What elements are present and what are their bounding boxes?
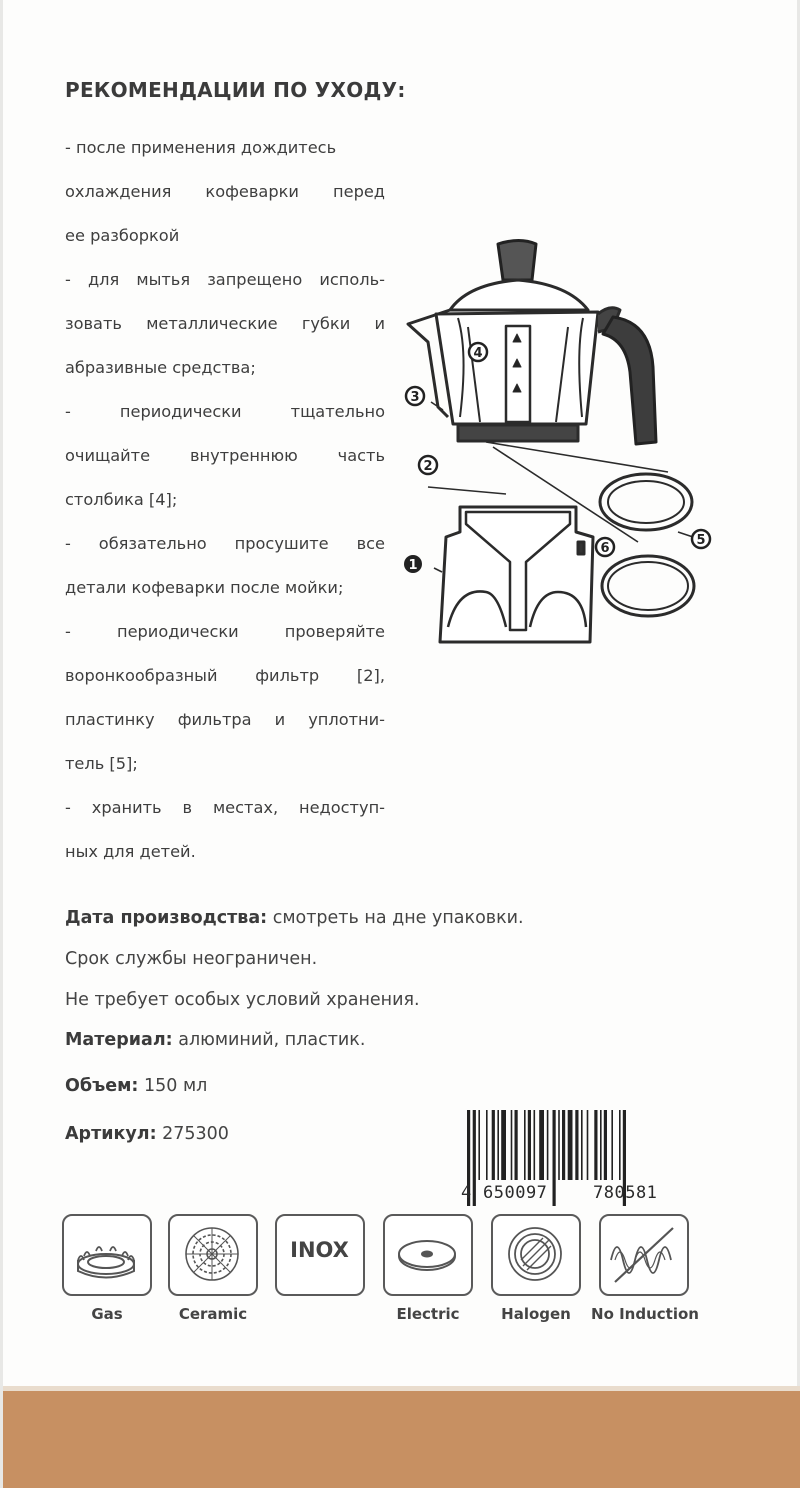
care-line: зовать металлические губки и (65, 314, 385, 333)
material-line (65, 1030, 365, 1050)
inox-text: INOX (290, 1238, 349, 1262)
no-induction-label: No Induction (591, 1305, 699, 1323)
article-value: 275300 (156, 1124, 229, 1144)
inox-icon (275, 1214, 365, 1296)
moka-pot-diagram (398, 232, 718, 662)
care-line: очищайте внутреннюю часть (65, 446, 385, 465)
care-line: абразивные средства; (65, 358, 256, 377)
diagram-label-3: 3 (410, 390, 420, 405)
material-label: Материал: (65, 1030, 173, 1050)
article-label: Артикул: (65, 1124, 157, 1144)
care-line (65, 390, 385, 434)
barcode-first-digit: 4 (461, 1183, 472, 1203)
stove-compatibility (3, 1214, 800, 1334)
care-line: - для мытья запрещено исполь- (65, 270, 385, 289)
care-instructions (65, 126, 385, 874)
care-line: столбика [4]; (65, 490, 178, 509)
article-line (65, 1124, 229, 1144)
production-date-line (65, 908, 524, 928)
volume-label: Объем: (65, 1076, 139, 1096)
care-line: - периодически проверяйте (65, 622, 385, 641)
care-heading: РЕКОМЕНДАЦИИ ПО УХОДУ: (65, 78, 406, 102)
care-line: воронкообразный фильтр [2], (65, 666, 385, 685)
barcode-right-group: 780581 (593, 1183, 658, 1203)
care-line: пластинку фильтра и уплотни- (65, 710, 385, 729)
diagram-label-2: 2 (423, 459, 433, 474)
care-line-text: - периодически тщательно (65, 402, 385, 421)
care-line: охлаждения кофеварки перед (65, 182, 385, 201)
production-date-value: смотреть на дне упаковки. (267, 908, 524, 928)
gas-label: Gas (91, 1305, 123, 1323)
bottom-color-band (3, 1391, 800, 1488)
halogen-label: Halogen (501, 1305, 571, 1323)
barcode-left-group: 650097 (483, 1183, 548, 1203)
diagram-label-6: 6 (600, 541, 610, 556)
electric-label: Electric (396, 1305, 460, 1323)
care-line: ных для детей. (65, 842, 196, 861)
service-life-line: Срок службы неограничен. (65, 949, 318, 969)
material-value: алюминий, пластик. (172, 1030, 366, 1050)
volume-line (65, 1076, 207, 1096)
care-line: детали кофеварки после мойки; (65, 578, 344, 597)
volume-value: 150 мл (138, 1076, 208, 1096)
electric-plate-icon (383, 1214, 473, 1296)
storage-line: Не требует особых условий хранения. (65, 990, 420, 1010)
halogen-hob-icon (491, 1214, 581, 1296)
care-line: ее разборкой (65, 226, 180, 245)
care-line: тель [5]; (65, 754, 138, 773)
diagram-label-5: 5 (696, 533, 706, 548)
diagram-label-1: 1 (408, 558, 418, 573)
diagram-label-4: 4 (473, 346, 483, 361)
gas-burner-icon (62, 1214, 152, 1296)
production-date-label: Дата производства: (65, 908, 268, 928)
no-induction-icon (599, 1214, 689, 1296)
ceramic-hob-icon (168, 1214, 258, 1296)
ceramic-label: Ceramic (178, 1305, 248, 1323)
care-line: - после применения дождитесь (65, 138, 337, 157)
care-line: - обязательно просушите все (65, 534, 385, 553)
care-line: - хранить в местах, недоступ- (65, 798, 385, 817)
